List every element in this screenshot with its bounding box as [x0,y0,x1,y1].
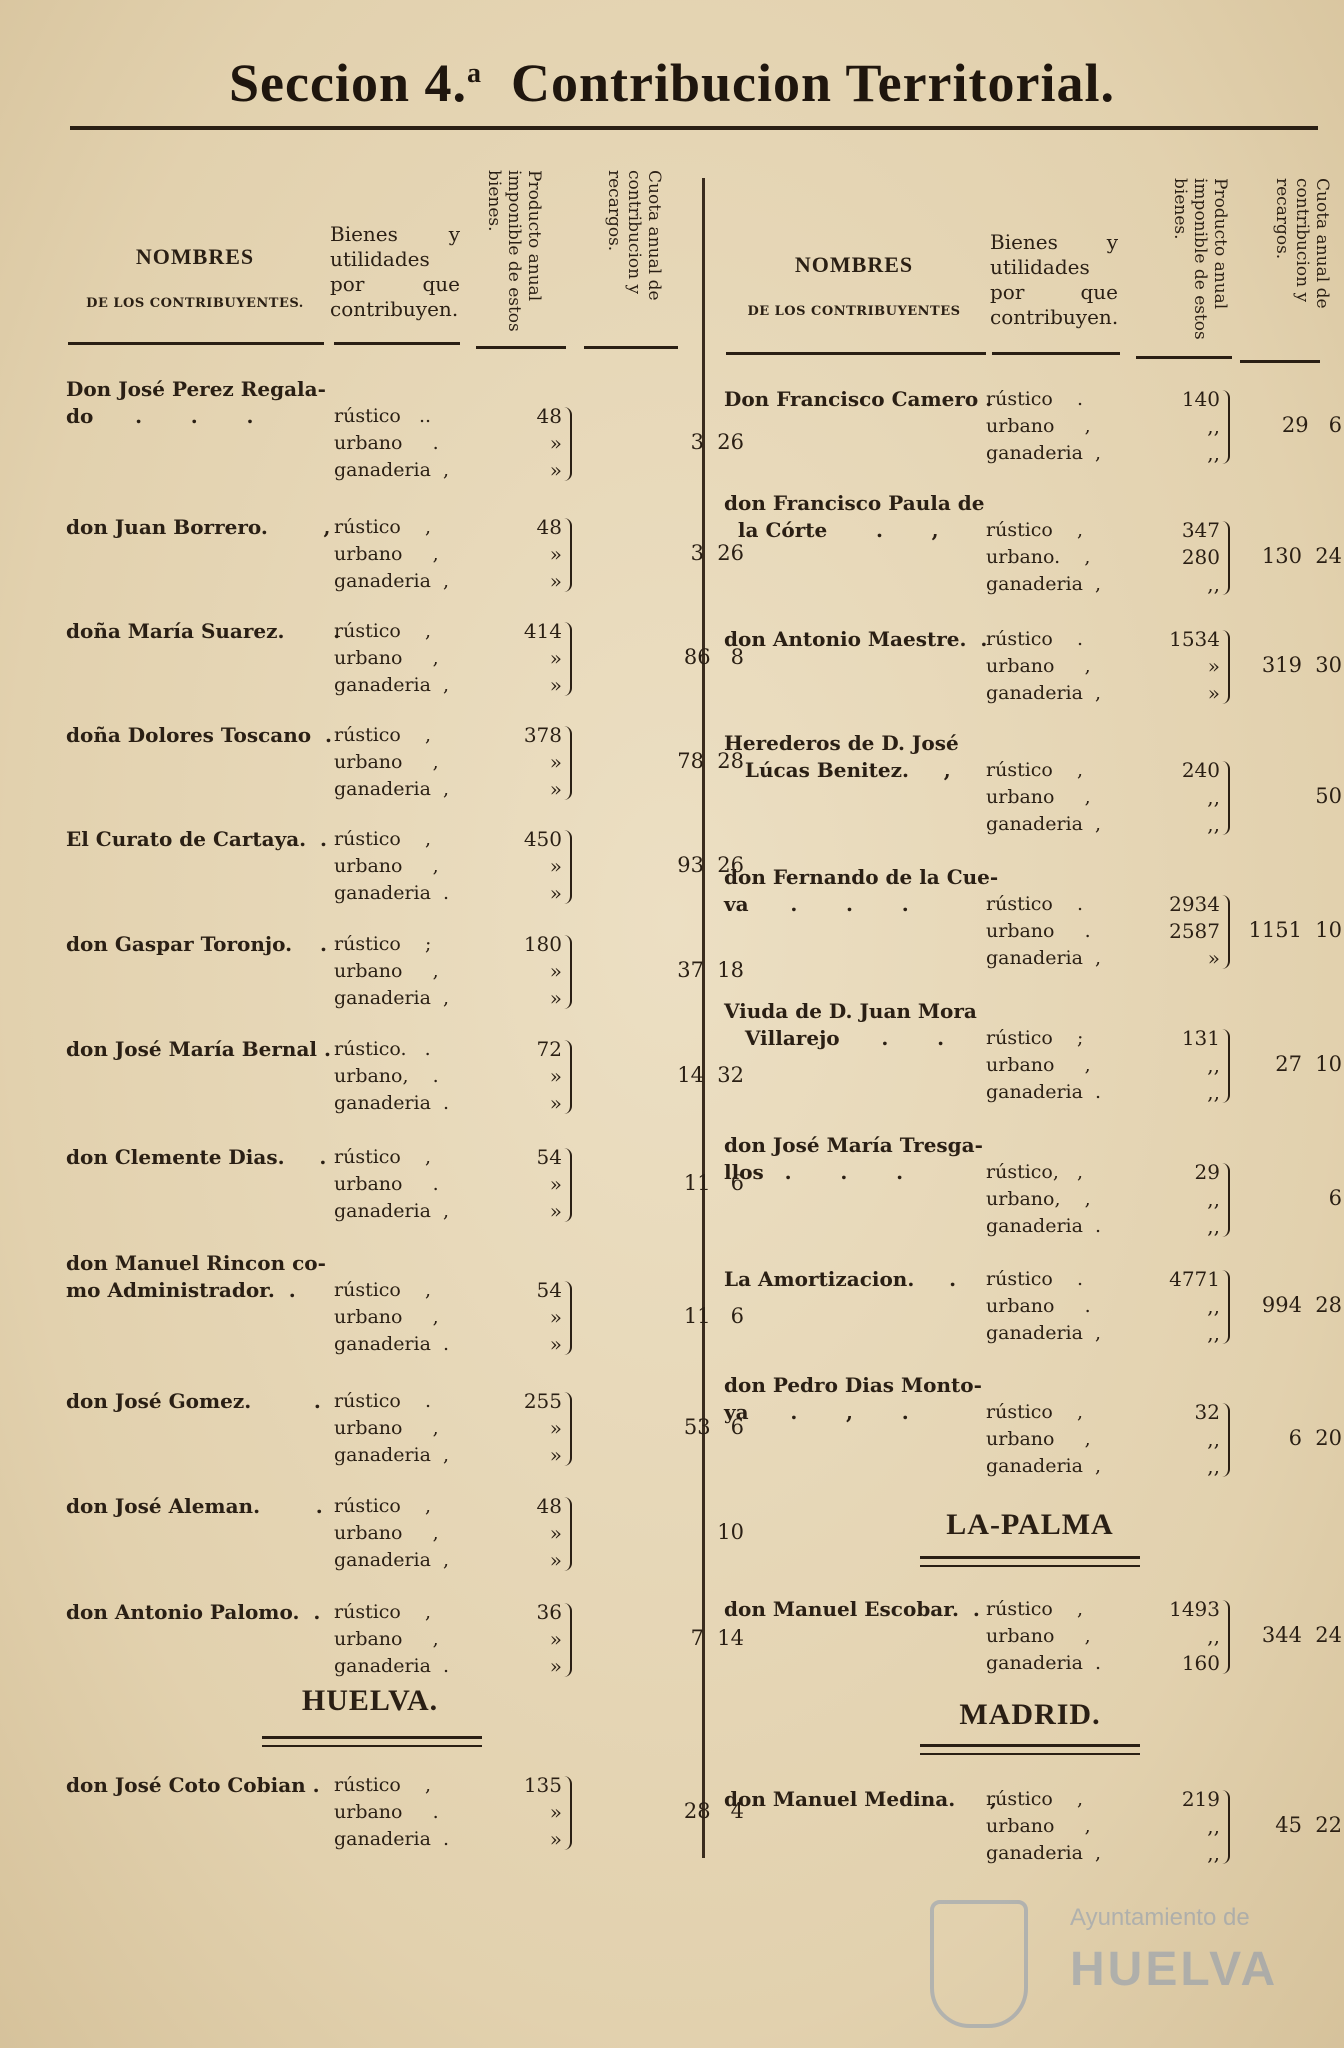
taxable-product: 2934 [1169,892,1220,916]
taxable-product: » [1207,654,1220,678]
contributor-entry [66,1388,744,1498]
page-title [0,52,1344,114]
taxable-product: 54 [536,1278,562,1302]
annual-quota: 3 26 [690,430,744,454]
property-type: ganaderia . [334,1655,450,1677]
property-type: ganaderia , [334,1549,450,1571]
property-type: rústico ; [334,933,432,955]
property-type: ganaderia , [986,442,1102,464]
contributor-name: El Curato de Cartaya. . [66,827,328,851]
annual-quota: 27 10 [1275,1052,1342,1076]
property-type: rústico , [334,1601,432,1623]
annual-quota: 1151 10 [1248,918,1342,942]
property-type: urbano , [334,1522,439,1544]
bracket [564,1281,572,1355]
annual-quota: 29 6 [1281,413,1342,437]
taxable-product: 72 [536,1037,562,1061]
property-type: rústico. . [334,1038,431,1060]
annual-quota: 319 30 [1261,653,1342,677]
left-header-rule [476,346,566,349]
property-type: rústico , [334,516,432,538]
taxable-product: ,, [1207,1214,1220,1238]
contributor-name: don Gaspar Toronjo. . [66,932,327,956]
section-rule-lapalma [920,1556,1140,1567]
property-type: rústico , [986,759,1084,781]
taxable-product: » [549,1800,562,1824]
property-type: rústico , [334,1495,432,1517]
taxable-product: » [549,542,562,566]
taxable-product: » [549,1443,562,1467]
contributor-entry [66,514,744,624]
contributor-name: la Córte . , [724,518,939,542]
bracket [1222,1163,1230,1237]
contributor-entry [724,490,1342,600]
watermark-line2: HUELVA [1070,1943,1279,1996]
property-type: ganaderia , [986,573,1102,595]
watermark-line1: Ayuntamiento de [1070,1904,1250,1931]
taxable-product: » [549,458,562,482]
left-header-names [66,244,324,311]
property-type: ganaderia , [334,778,450,800]
taxable-product: ,, [1207,1080,1220,1104]
taxable-product: » [549,777,562,801]
taxable-product: ,, [1207,1427,1220,1451]
bracket [564,1148,572,1222]
taxable-product: 1493 [1169,1597,1220,1621]
right-header-producto: Producto anual imponible de estos bienes. [1170,178,1230,340]
contributor-entry [724,386,1342,496]
contributor-name: don Juan Borrero. , [66,515,331,539]
property-type: urbano , [334,647,439,669]
taxable-product: 140 [1181,387,1220,411]
contributor-entry [66,376,744,486]
contributor-entry [724,626,1342,736]
section-title-huelva: HUELVA. [301,1684,439,1717]
contributor-name: don Antonio Maestre. . [724,627,988,651]
property-type: rústico . [986,388,1084,410]
annual-quota: 6 [1328,1186,1342,1210]
section-rule-madrid [920,1744,1140,1755]
bracket [564,1392,572,1466]
property-type: ganaderia , [334,987,450,1009]
taxable-product: 29 [1194,1160,1220,1184]
property-type: ganaderia , [986,813,1102,835]
right-header-rule [726,352,986,355]
contributor-name: don José María Bernal . [66,1037,331,1061]
contributor-name: doña María Suarez. . [66,619,341,643]
property-type: ganaderia , [986,1842,1102,1864]
contributor-entry [724,1266,1342,1376]
bracket [1222,521,1230,595]
property-type: urbano , [334,1306,439,1328]
contributor-name: don Francisco Paula de [724,491,985,515]
property-type: urbano, . [334,1065,439,1087]
taxable-product: ,, [1207,572,1220,596]
taxable-product: ,, [1207,1814,1220,1838]
taxable-product: ,, [1207,1294,1220,1318]
taxable-product: » [549,1064,562,1088]
title-sup: a [466,58,482,89]
contributor-name: don Manuel Escobar. . [724,1597,980,1621]
annual-quota: 11 6 [683,1304,744,1328]
bracket [564,935,572,1009]
bracket [1222,1600,1230,1674]
annual-quota: 53 6 [683,1415,744,1439]
property-type: urbano , [334,1417,439,1439]
property-type: urbano . [334,1173,439,1195]
property-type: ganaderia . [986,1081,1102,1103]
property-type: ganaderia , [334,1200,450,1222]
contributor-name: Viuda de D. Juan Mora [724,999,977,1023]
annual-quota: 37 18 [677,958,744,982]
contributor-entry [66,826,744,936]
contributor-entry [66,1250,744,1360]
bracket [1222,1029,1230,1103]
taxable-product: 2587 [1169,919,1220,943]
property-type: urbano , [986,1054,1091,1076]
taxable-product: » [549,1172,562,1196]
contributor-entry [66,618,744,728]
taxable-product: 131 [1181,1026,1220,1050]
taxable-product: » [549,569,562,593]
contributor-entry [66,931,744,1041]
left-header-producto: Producto anual imponible de estos bienes. [484,170,544,332]
contributor-name: llos . . . [724,1160,904,1184]
taxable-product: » [549,1521,562,1545]
property-type: urbano , [986,655,1091,677]
property-type: rústico, , [986,1161,1084,1183]
property-type: urbano. , [986,546,1091,568]
taxable-product: 48 [536,1494,562,1518]
taxable-product: 160 [1181,1651,1220,1675]
contributor-name: don Fernando de la Cue- [724,865,999,889]
taxable-product: » [549,1627,562,1651]
property-type: urbano , [986,1815,1091,1837]
property-type: ganaderia , [334,459,450,481]
property-type: urbano , [334,1628,439,1650]
property-type: rústico .. [334,405,432,427]
taxable-product: » [549,1416,562,1440]
contributor-entry [66,722,744,832]
annual-quota: 130 24 [1261,544,1342,568]
bracket [564,830,572,904]
property-type: ganaderia . [986,1215,1102,1237]
contributor-name: don Pedro Dias Monto- [724,1373,982,1397]
taxable-product: 280 [1181,545,1220,569]
property-type: ganaderia . [334,882,450,904]
taxable-product: ,, [1207,1454,1220,1478]
property-type: rústico . [986,628,1084,650]
taxable-product: » [549,986,562,1010]
left-header-rule [334,342,460,345]
annual-quota: 86 8 [683,645,744,669]
left-header-rule [584,346,678,349]
bracket [564,622,572,696]
property-type: rústico . [986,893,1084,915]
contributor-name: Herederos de D. José [724,731,959,755]
contributor-name: don Antonio Palomo. . [66,1600,321,1624]
contributor-entry [724,1786,1342,1896]
bracket [564,1497,572,1571]
contributor-name: don Clemente Dias. . [66,1145,327,1169]
left-header-names-main: NOMBRES [135,244,255,269]
property-type: urbano . [334,432,439,454]
bracket [564,1776,572,1850]
taxable-product: 378 [523,723,562,747]
contributor-name: don José Gomez. . [66,1389,321,1413]
taxable-product: ,, [1207,414,1220,438]
taxable-product: 48 [536,515,562,539]
property-type: urbano , [986,415,1091,437]
contributor-name: don José María Tresga- [724,1133,983,1157]
property-type: ganaderia . [334,1828,450,1850]
taxable-product: » [549,1654,562,1678]
bracket [564,1603,572,1677]
taxable-product: » [549,1332,562,1356]
taxable-product: 347 [1181,518,1220,542]
property-type: rústico , [334,828,432,850]
taxable-product: 219 [1181,1787,1220,1811]
contributor-entry [66,1772,744,1882]
title-text: Contribucion Territorial. [510,53,1115,113]
taxable-product: » [1207,946,1220,970]
property-type: urbano , [334,751,439,773]
annual-quota: 78 28 [677,749,744,773]
annual-quota: 10 [717,1520,744,1544]
property-type: urbano , [334,855,439,877]
property-type: urbano , [986,786,1091,808]
left-header-cuota: Cuota anual de contribucion y recargos. [604,170,664,301]
taxable-product: ,, [1207,1187,1220,1211]
property-type: rústico , [986,519,1084,541]
annual-quota: 50 [1315,784,1342,808]
taxable-product: ,, [1207,785,1220,809]
property-type: ganaderia , [986,1322,1102,1344]
property-type: urbano , [986,1428,1091,1450]
taxable-product: » [549,673,562,697]
property-type: rústico . [334,1390,432,1412]
bracket [1222,1270,1230,1344]
contributor-name: don Manuel Rincon co- [66,1251,326,1275]
contributor-name: don Manuel Medina. , [724,1787,997,1811]
contributor-name: don José Coto Cobian . [66,1773,320,1797]
taxable-product: 255 [523,1389,562,1413]
right-header-names-sub: DE LOS CONTRIBUYENTES [747,304,961,319]
annual-quota: 344 24 [1261,1623,1342,1647]
right-header-names [724,252,984,319]
annual-quota: 93 26 [677,853,744,877]
taxable-product: » [549,750,562,774]
property-type: urbano , [334,960,439,982]
taxable-product: 414 [523,619,562,643]
contributor-name: va . . . [724,892,909,916]
bracket [1222,390,1230,464]
right-header-names-main: NOMBRES [794,252,914,277]
library-watermark [930,1900,1279,2020]
contributor-entry [66,1144,744,1254]
contributor-name: Villarejo . . [724,1026,945,1050]
property-type: rústico , [334,620,432,642]
contributor-name: doña Dolores Toscano . [66,723,332,747]
taxable-product: » [549,1548,562,1572]
property-type: rústico , [334,1146,432,1168]
property-type: rústico , [334,1774,432,1796]
taxable-product: ,, [1207,1841,1220,1865]
contributor-entry [724,1596,1342,1706]
annual-quota: 45 22 [1275,1813,1342,1837]
contributor-name: Don Francisco Camero . [724,387,993,411]
property-type: rústico , [334,724,432,746]
section-title-madrid: MADRID. [959,1698,1101,1731]
property-type: rústico , [334,1279,432,1301]
bracket [564,407,572,481]
contributor-name: La Amortizacion. . [724,1267,957,1291]
annual-quota: 7 14 [690,1626,744,1650]
taxable-product: ,, [1207,812,1220,836]
property-type: ganaderia . [986,1652,1102,1674]
taxable-product: 135 [523,1773,562,1797]
bracket [564,726,572,800]
taxable-product: » [549,854,562,878]
bracket [1222,761,1230,835]
property-type: rústico , [986,1598,1084,1620]
annual-quota: 6 20 [1288,1426,1342,1450]
taxable-product: 4771 [1169,1267,1220,1291]
taxable-product: 32 [1194,1400,1220,1424]
property-type: urbano . [986,1295,1091,1317]
taxable-product: » [549,881,562,905]
taxable-product: » [549,1091,562,1115]
taxable-product: 48 [536,404,562,428]
property-type: urbano . [986,920,1091,942]
taxable-product: » [549,1305,562,1329]
contributor-entry [66,1493,744,1603]
taxable-product: 1534 [1169,627,1220,651]
taxable-product: » [549,431,562,455]
watermark-crest [930,1900,1028,2028]
property-type: ganaderia . [334,1333,450,1355]
section-rule-huelva [262,1736,482,1747]
contributor-name: Lúcas Benitez. , [724,758,951,782]
property-type: rústico , [986,1401,1084,1423]
property-type: ganaderia , [986,947,1102,969]
contributor-entry [724,1132,1342,1242]
right-header-rule [1136,356,1232,359]
bracket [1222,630,1230,704]
left-header-names-sub: DE LOS CONTRIBUYENTES. [86,296,304,311]
right-header-rule [992,352,1120,355]
contributor-entry [724,730,1342,840]
contributor-name: do . . . [66,404,254,428]
bracket [1222,1790,1230,1864]
contributor-entry [724,998,1342,1108]
taxable-product: 450 [523,827,562,851]
contributor-entry [724,1372,1342,1482]
right-header-rule [1240,360,1320,363]
taxable-product: ,, [1207,1053,1220,1077]
bracket [1222,895,1230,969]
property-type: rústico , [986,1788,1084,1810]
taxable-product: 240 [1181,758,1220,782]
bracket [564,518,572,592]
property-type: urbano . [334,1801,439,1823]
left-header-bienes: Bienes y utilidades por que contribuyen. [330,222,460,321]
property-type: ganaderia , [334,1444,450,1466]
annual-quota: 994 28 [1261,1293,1342,1317]
property-type: rústico ; [986,1027,1084,1049]
property-type: urbano , [986,1625,1091,1647]
right-header-cuota: Cuota anual de contribucion y recargos. [1272,178,1332,309]
taxable-product: » [549,646,562,670]
contributor-name: mo Administrador. . [66,1278,296,1302]
taxable-product: ,, [1207,1624,1220,1648]
contributor-name: don José Aleman. . [66,1494,323,1518]
taxable-product: » [1207,681,1220,705]
section-title-lapalma: LA-PALMA [946,1508,1114,1541]
right-header-bienes: Bienes y utilidades por que contribuyen. [990,230,1119,329]
taxable-product: » [549,1199,562,1223]
taxable-product: 180 [523,932,562,956]
property-type: urbano , [334,543,439,565]
property-type: ganaderia , [334,570,450,592]
property-type: ganaderia . [334,1092,450,1114]
annual-quota: 11 6 [683,1171,744,1195]
contributor-entry [66,1036,744,1146]
annual-quota: 14 32 [677,1063,744,1087]
bracket [1222,1403,1230,1477]
left-header-rule [68,342,324,345]
annual-quota: 3 26 [690,541,744,565]
taxable-product: » [549,959,562,983]
taxable-product: ,, [1207,441,1220,465]
taxable-product: 36 [536,1600,562,1624]
taxable-product: 54 [536,1145,562,1169]
annual-quota: 28 4 [683,1799,744,1823]
taxable-product: » [549,1827,562,1851]
title-rule [70,126,1318,130]
title-section: Seccion 4. [229,53,467,113]
contributor-entry [724,864,1342,974]
property-type: urbano, , [986,1188,1091,1210]
property-type: ganaderia , [986,682,1102,704]
property-type: ganaderia , [986,1455,1102,1477]
property-type: rústico . [986,1268,1084,1290]
taxable-product: ,, [1207,1321,1220,1345]
bracket [564,1040,572,1114]
property-type: ganaderia , [334,674,450,696]
contributor-name: ya . , . [724,1400,909,1424]
contributor-name: Don José Perez Regala- [66,377,326,401]
